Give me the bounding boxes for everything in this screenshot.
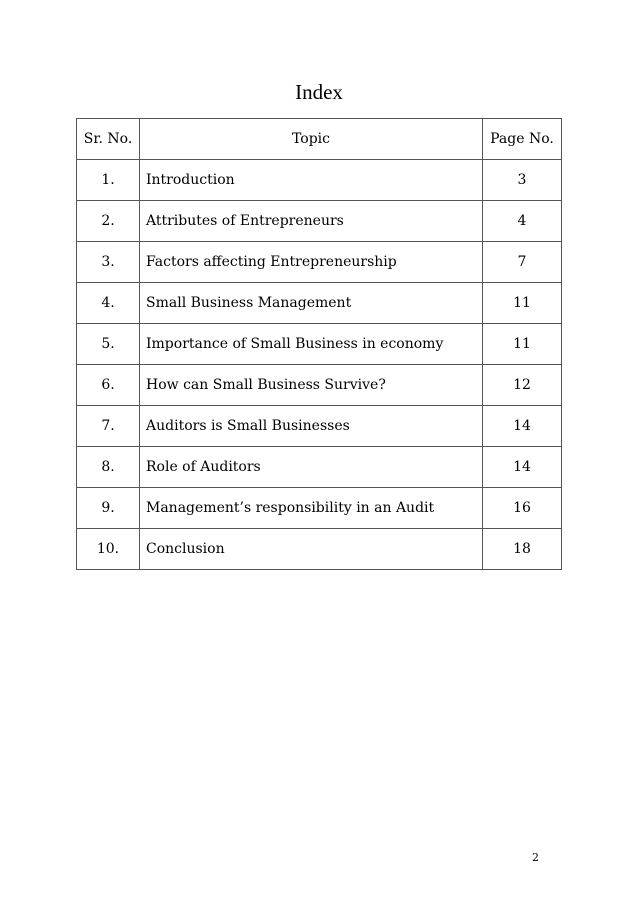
page-no-cell: 11	[483, 283, 562, 324]
table-row	[77, 529, 562, 570]
page-no-cell: 14	[483, 447, 562, 488]
topic-cell: How can Small Business Survive?	[140, 365, 483, 406]
topic-cell: Conclusion	[140, 529, 483, 570]
sr-no-cell: 6.	[77, 365, 140, 406]
page-no-cell: 14	[483, 406, 562, 447]
column-header-topic: Topic	[140, 119, 483, 160]
topic-cell: Role of Auditors	[140, 447, 483, 488]
sr-no-cell: 2.	[77, 201, 140, 242]
topic-cell: Factors affecting Entrepreneurship	[140, 242, 483, 283]
sr-no-cell: 10.	[77, 529, 140, 570]
table-row	[77, 406, 562, 447]
page-no-cell: 7	[483, 242, 562, 283]
column-header-page-no: Page No.	[483, 119, 562, 160]
table-row	[77, 201, 562, 242]
sr-no-cell: 1.	[77, 160, 140, 201]
index-table	[76, 118, 562, 570]
table-row	[77, 283, 562, 324]
table-header-row	[77, 119, 562, 160]
column-header-sr-no: Sr. No.	[77, 119, 140, 160]
topic-cell: Small Business Management	[140, 283, 483, 324]
topic-cell: Management’s responsibility in an Audit	[140, 488, 483, 529]
table-row	[77, 447, 562, 488]
topic-cell: Importance of Small Business in economy	[140, 324, 483, 365]
page-number: 2	[532, 851, 539, 864]
sr-no-cell: 9.	[77, 488, 140, 529]
topic-cell: Attributes of Entrepreneurs	[140, 201, 483, 242]
sr-no-cell: 7.	[77, 406, 140, 447]
sr-no-cell: 8.	[77, 447, 140, 488]
sr-no-cell: 4.	[77, 283, 140, 324]
table-row	[77, 160, 562, 201]
page-no-cell: 12	[483, 365, 562, 406]
topic-cell: Introduction	[140, 160, 483, 201]
page-title: Index	[295, 80, 343, 104]
page-no-cell: 3	[483, 160, 562, 201]
table-row	[77, 488, 562, 529]
table-row	[77, 324, 562, 365]
page-no-cell: 4	[483, 201, 562, 242]
table-row	[77, 365, 562, 406]
sr-no-cell: 3.	[77, 242, 140, 283]
table-row	[77, 242, 562, 283]
page-no-cell: 16	[483, 488, 562, 529]
sr-no-cell: 5.	[77, 324, 140, 365]
page-no-cell: 18	[483, 529, 562, 570]
page-no-cell: 11	[483, 324, 562, 365]
topic-cell: Auditors is Small Businesses	[140, 406, 483, 447]
